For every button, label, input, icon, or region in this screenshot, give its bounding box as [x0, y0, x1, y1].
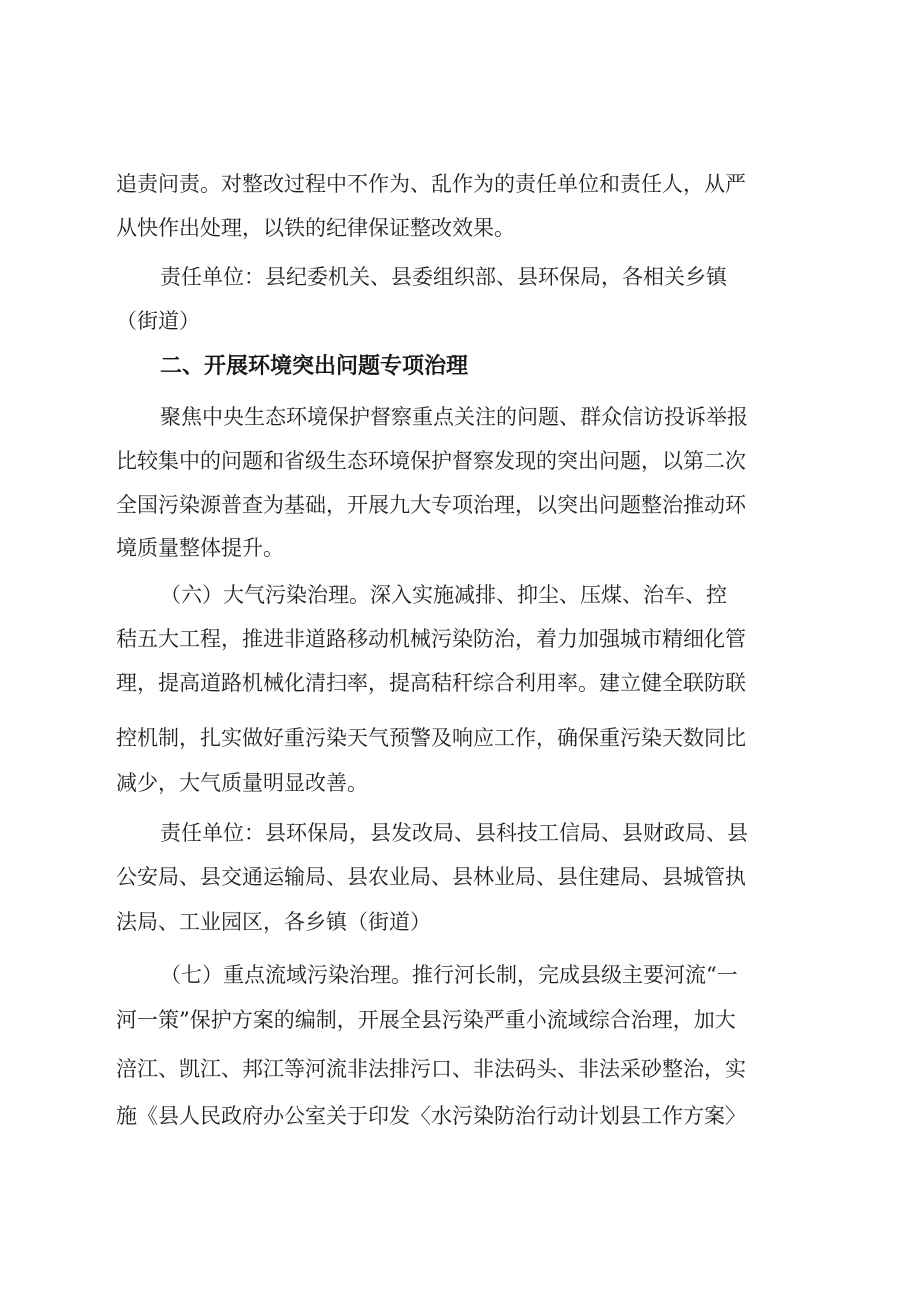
- body-text-line: （七）重点流域污染治理。推行河长制，完成县级主要河流“一: [160, 963, 738, 987]
- responsible-units-line: 法局、工业园区，各乡镇（街道）: [116, 910, 431, 934]
- body-text-line: 秸五大工程，推进非道路移动机械污染防治，着力加强城市精细化管: [116, 627, 746, 651]
- body-text-line: 理，提高道路机械化清扫率，提高秸秆综合利用率。建立健全联防联: [116, 671, 746, 695]
- section-heading: 二、开展环境突出问题专项治理: [160, 354, 469, 379]
- body-text-line: 全国污染源普查为基础，开展九大专项治理，以突出问题整治推动环: [116, 493, 746, 517]
- responsible-units-line: 责任单位：县环保局，县发改局、县科技工信局、县财政局、县: [160, 821, 748, 845]
- body-text-line: 控机制，扎实做好重污染天气预警及响应工作，确保重污染天数同比: [116, 726, 746, 750]
- body-text-line: 减少，大气质量明显改善。: [116, 771, 368, 795]
- body-text-line: 从快作出处理，以铁的纪律保证整改效果。: [116, 216, 515, 240]
- responsible-units-line: 责任单位：县纪委机关、县委组织部、县环保局，各相关乡镇: [160, 265, 727, 289]
- body-text-line: 聚焦中央生态环境保护督察重点关注的问题、群众信访投诉举报: [160, 405, 748, 429]
- body-text-line: 河一策”保护方案的编制，开展全县污染严重小流域综合治理，加大: [116, 1008, 736, 1032]
- body-text-line: （六）大气污染治理。深入实施减排、抑尘、压煤、治车、控: [160, 583, 727, 607]
- body-text-line: 比较集中的问题和省级生态环境保护督察发现的突出问题，以第二次: [116, 449, 746, 473]
- body-text-line: 施《县人民政府办公室关于印发〈水污染防治行动计划县工作方案〉: [116, 1104, 746, 1128]
- responsible-units-line: 公安局、县交通运输局、县农业局、县林业局、县住建局、县城管执: [116, 865, 746, 889]
- body-text-line: 追责问责。对整改过程中不作为、乱作为的责任单位和责任人，从严: [116, 172, 746, 196]
- body-text-line: 境质量整体提升。: [116, 536, 284, 560]
- responsible-units-line: （街道）: [116, 309, 200, 333]
- body-text-line: 涪江、凯江、邦江等河流非法排污口、非法码头、非法采砂整治，实: [116, 1057, 746, 1081]
